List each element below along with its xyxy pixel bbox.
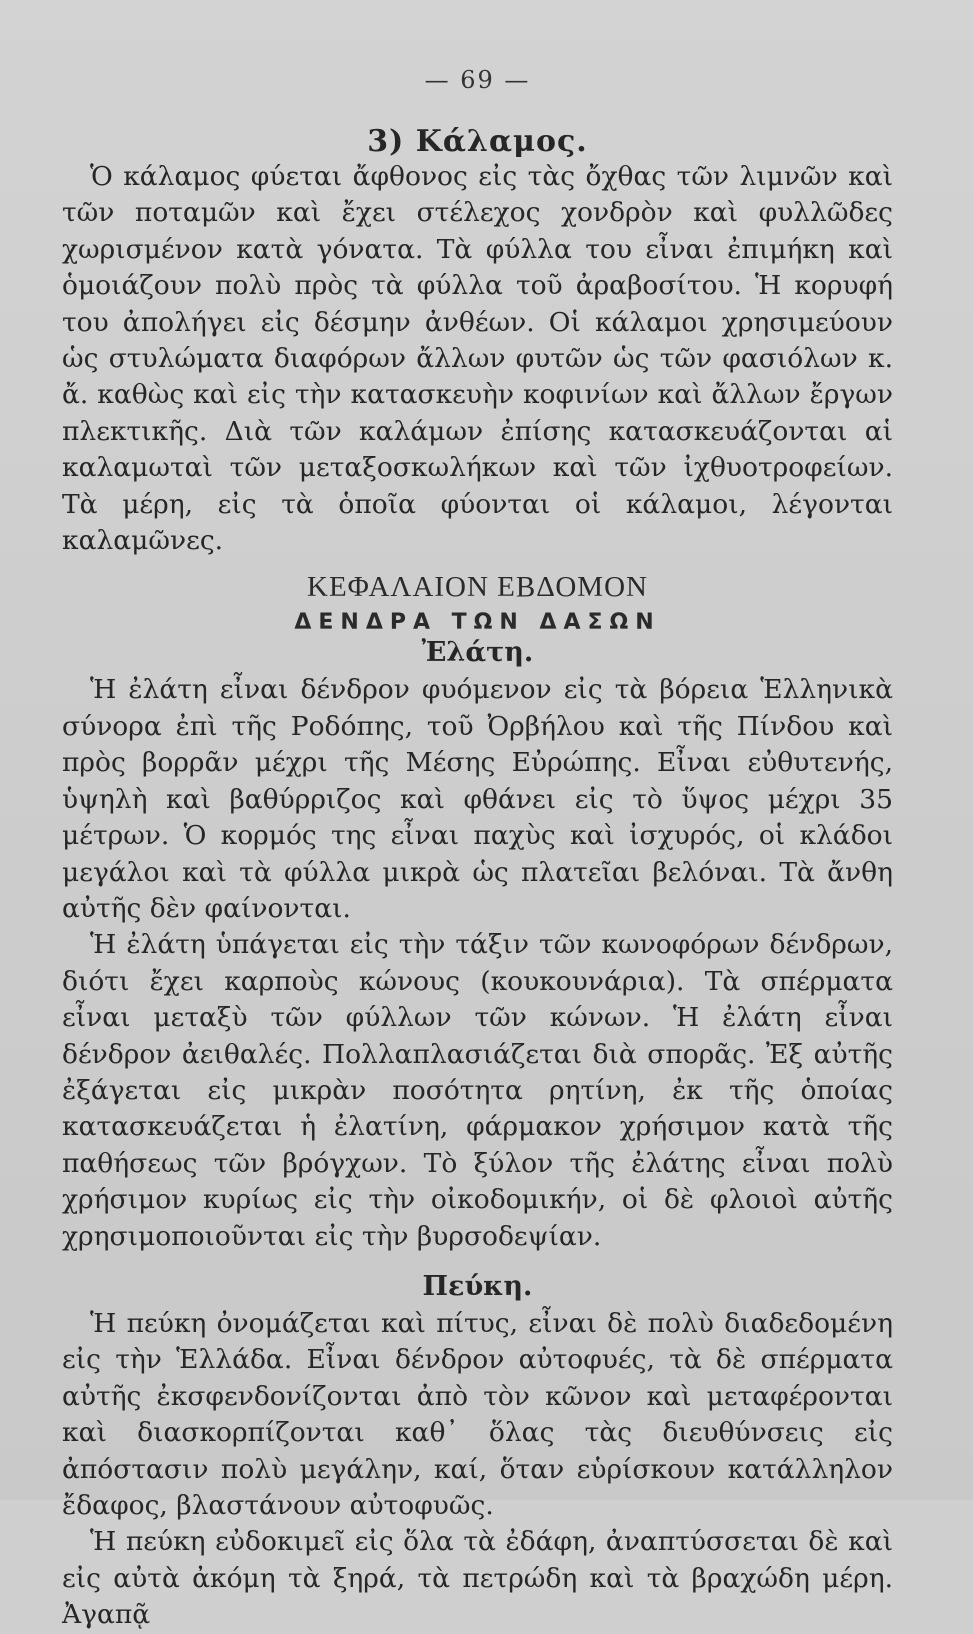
- section-heading-kalamos: 3) Κάλαμος.: [367, 124, 588, 159]
- section-heading-elati: Ἐλάτη.: [421, 637, 534, 669]
- paragraph-kalamos: Ὁ κάλαμος φύεται ἄφθονος εἰς τὰς ὄχθας τῶν λιμνῶν καὶ τῶν ποταμῶν καὶ ἔχει στέλεχος χονδρὸν καὶ φυλλῶδες χωρισμένον κατὰ γόνατα. Τὰ φύλλα του εἶναι ἐπιμήκη καὶ ὁμοιάζουν πολὺ πρὸς τὰ φύλλα τοῦ ἀραβοσίτου. Ἡ κορυφή του ἀπολήγει εἰς δέσμην ἀνθέων. Οἱ κάλαμοι χρησιμεύουν ὡς στυλώματα διαφόρων ἄλλων φυτῶν ὡς τῶν φασιόλων κ. ἄ. καθὼς καὶ εἰς τὴν κατασκευὴν κοφινίων καὶ ἄλλων ἔργων πλεκτικῆς. Διὰ τῶν καλάμων ἐπίσης κατασκευάζονται αἱ καλαμωταὶ τῶν μεταξοσκωλήκων καὶ τῶν ἰχθυοτροφείων. Τὰ μέρη, εἰς τὰ ὁποῖα φύονται οἱ κάλαμοι, λέγονται καλαμῶνες.: [62, 161, 893, 557]
- chapter-title: ΚΕΦΑΛΑΙΟΝ ΕΒΔΟΜΟΝ: [307, 571, 648, 604]
- page-number: — 69 —: [424, 66, 531, 94]
- paragraph-elati-2: Ἡ ἐλάτη ὑπάγεται εἰς τὴν τάξιν τῶν κωνοφόρων δένδρων, διότι ἔχει καρποὺς κώνους (κουκουνάρια). Τὰ σπέρματα εἶναι μεταξὺ τῶν φύλλων τῶν κώνων. Ἡ ἐλάτη εἶναι δένδρον ἀειθαλές. Πολλαπλασιάζεται διὰ σπορᾶς. Ἐξ αὐτῆς ἐξάγεται εἰς μικρὰν ποσότητα ρητίνη, ἐκ τῆς ὁποίας κατασκευάζεται ἡ ἐλατίνη, φάρμακον χρήσιμον κατὰ τῆς παθήσεως τῶν βρόγχων. Τὸ ξύλον τῆς ἐλάτης εἶναι πολὺ χρήσιμον κυρίως εἰς τὴν οἰκοδομικήν, οἱ δὲ φλοιοὶ αὐτῆς χρησιμοποιοῦνται εἰς τὴν βυρσοδεψίαν.: [62, 929, 893, 1252]
- paragraph-elati-1: Ἡ ἐλάτη εἶναι δένδρον φυόμενον εἰς τὰ βόρεια Ἑλληνικὰ σύνορα ἐπὶ τῆς Ροδόπης, τοῦ Ὀρβήλου καὶ τῆς Πίνδου καὶ πρὸς βορρᾶν μέχρι τῆς Μέσης Εὐρώπης. Εἶναι εὐθυτενής, ὑψηλὴ καὶ βαθύρριζος καὶ φθάνει εἰς τὸ ὕψος μέχρι 35 μέτρων. Ὁ κορμός της εἶναι παχὺς καὶ ἰσχυρός, οἱ κλάδοι μεγάλοι καὶ τὰ φύλλα μικρὰ ὡς πλατεῖαι βελόναι. Τὰ ἄνθη αὐτῆς δὲν φαίνονται.: [62, 674, 893, 924]
- chapter-subtitle: ΔΕΝΔΡΑ ΤΩΝ ΔΑΣΩΝ: [294, 610, 661, 636]
- paragraph-pefki-2: Ἡ πεύκη εὐδοκιμεῖ εἰς ὅλα τὰ ἐδάφη, ἀναπτύσσεται δὲ καὶ εἰς αὐτὰ ἀκόμη τὰ ξηρά, τὰ πετρώδη καὶ τὰ βραχώδη μέρη. Ἀγαπᾷ: [62, 1526, 893, 1631]
- paragraph-pefki-1: Ἡ πεύκη ὀνομάζεται καὶ πίτυς, εἶναι δὲ πολὺ διαδεδομένη εἰς τὴν Ἑλλάδα. Εἶναι δένδρον αὐτοφυές, τὰ δὲ σπέρματα αὐτῆς ἐκσφενδονίζονται ἀπὸ τὸν κῶνον καὶ μεταφέρονται καὶ διασκορπίζονται καθ᾽ ὅλας τὰς διευθύνσεις εἰς ἀπόστασιν πολὺ μεγάλην, καί, ὅταν εὑρίσκουν κατάλληλον ἔδαφος, βλαστάνουν αὐτοφυῶς.: [62, 1307, 893, 1521]
- section-heading-pefki: Πεύκη.: [422, 1270, 533, 1302]
